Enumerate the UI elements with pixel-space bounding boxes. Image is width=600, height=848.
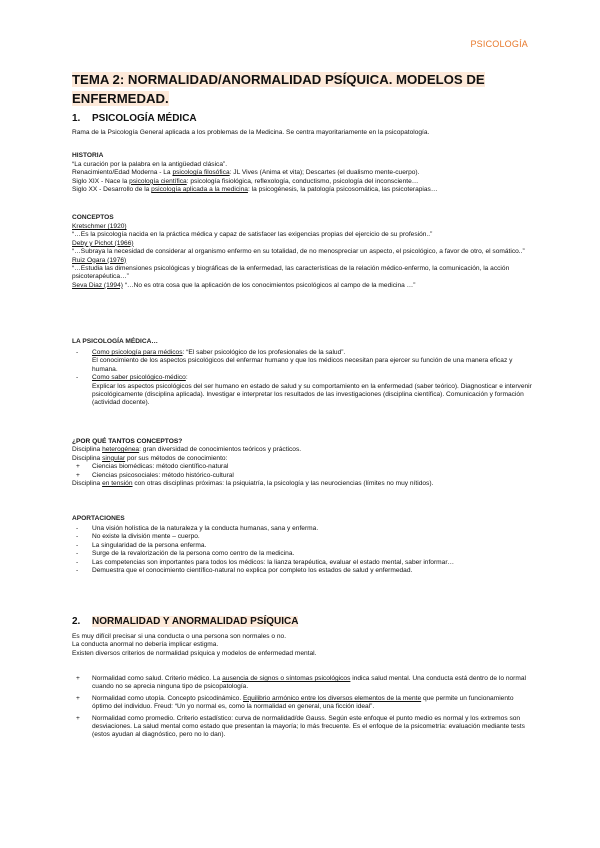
paragraph-line: Existen diversos criterios de normalidad psíquica y modelos de enfermedad mental. — [72, 649, 317, 657]
list-item: - Demuestra que el conocimiento científico-natural no explica por completo los estados de salud y enfermedad. — [76, 567, 413, 575]
subject-header: PSICOLOGÍA — [470, 39, 528, 49]
page-title — [72, 70, 512, 108]
section-intro: Rama de la Psicología General aplicada a los problemas de la Medicina. Se centra mayoritariamente en la psicopatología. — [72, 129, 430, 136]
porque-line: Disciplina heterogénea: gran diversidad de conocimientos teóricos y prácticos. — [72, 446, 302, 454]
paragraph-line: La conducta anormal no debería implicar estigma. — [72, 641, 219, 649]
list-item: - Surge de la revalorización de la persona como centro de la medicina. — [76, 550, 295, 558]
section-heading-1 — [72, 113, 197, 124]
list-item: + Normalidad como promedio. Criterio estadístico: curva de normalidad/de Gauss. Según este enfoque el punto medio es normal y los extremos son desviaciones. La salud mental como estado que presentan la mayoría; lo más frecuente. Es el enfoque de la psicometría: evaluación mediante tests (estos ayudan al diagnóstico, pero no lo dan). — [76, 714, 525, 739]
section-title: PSICOLOGÍA MÉDICA — [92, 113, 197, 124]
section-heading-2 — [72, 616, 298, 627]
list-item: - Las competencias son importantes para todos los médicos: la lianza terapéutica, evaluar el estado mental, saber informar… — [76, 558, 455, 566]
criterios-list — [72, 675, 532, 740]
aportaciones-heading: APORTACIONES — [72, 515, 125, 522]
s2-intro — [72, 633, 532, 658]
list-item: - Como saber psicológico-médico: Explicar los aspectos psicológicos del ser humano en estado de salud y su comportamiento en la enfermedad (saber teórico). Diagnosticar e intervenir psicológicamente (disciplina aplicada). Investigar e interpretar los resultados de las investigaciones (disciplina científica). Comunicación y formación (actividad docente). — [76, 374, 532, 407]
concept-author: Ruiz Ogara (1976) — [72, 256, 127, 264]
list-item: + Ciencias biomédicas: método científico-natural — [76, 463, 229, 471]
historia-line: Siglo XX - Desarrollo de la psicología aplicada a la medicina: la psicogénesis, la patología psicosomática, las psicoterapias… — [72, 186, 438, 194]
concept-quote: Seva Diaz (1994) “…No es otra cosa que la aplicación de los conocimientos psicológicos al campo de la medicina …” — [72, 281, 416, 289]
historia-line: “La curación por la palabra en la antigüedad clásica”. — [72, 161, 228, 168]
concept-quote: “…Estudia las dimensiones psicológicas y biográficas de la enfermedad, las características de la relación médico-enfermo, la comunicación, la acción psicoterapéutica…” — [72, 265, 510, 281]
list-item: - Como psicología para médicos: “El saber psicológico de los profesionales de la salud”. El conocimiento de los aspectos psicológicos del enfermar humano y que los médicos necesitan para ejercer su función de una manera eficaz y humana. — [76, 349, 513, 373]
concept-author: Deby y Pichot (1966) — [72, 239, 134, 247]
concept-quote: “…Es la psicología nacida en la práctica médica y capaz de satisfacer las exigencias propias del ejercicio de su profesión..” — [72, 231, 433, 239]
section-title: NORMALIDAD Y ANORMALIDAD PSÍQUICA — [92, 616, 299, 627]
psicmed-heading: LA PSICOLOGÍA MÉDICA… — [72, 338, 158, 345]
list-item: + Normalidad como utopía. Concepto psicodinámico. Equilibrio armónico entre los diversos elementos de la mente que permite un funcionamiento óptimo del individuo. Freud: “Un yo normal es, como la normalidad en general, una ficción ideal”. — [76, 694, 514, 711]
historia-heading: HISTORIA — [72, 152, 104, 159]
historia-block — [72, 161, 532, 195]
psicmed-list — [72, 349, 532, 408]
list-item: + Ciencias psicosociales: método histórico-cultural — [76, 471, 234, 479]
list-item: - Una visión holística de la naturaleza y la conducta humanas, sana y enferma. — [76, 525, 319, 532]
section-number: 2. — [72, 616, 81, 627]
porque-heading: ¿POR QUÉ TANTOS CONCEPTOS? — [72, 438, 183, 445]
conceptos-block — [72, 223, 532, 290]
historia-line: Siglo XIX - Nace la psicología científica: psicología fisiológica, reflexología, conductismo, psicología del inconsciente… — [72, 177, 419, 185]
list-item: - La singularidad de la persona enferma. — [76, 541, 207, 549]
porque-block — [72, 438, 532, 488]
list-item: - No existe la división mente – cuerpo. — [76, 533, 200, 541]
paragraph-line: Es muy difícil precisar si una conducta o una persona son normales o no. — [72, 633, 287, 640]
aportaciones-list — [72, 525, 532, 575]
title-text: TEMA 2: NORMALIDAD/ANORMALIDAD PSÍQUICA. MODELOS DE ENFERMEDAD. — [72, 72, 485, 106]
concept-author: Kretschmer (1920) — [72, 223, 127, 230]
section-number: 1. — [72, 113, 81, 124]
list-item: + Normalidad como salud. Criterio médico. La ausencia de signos o síntomas psicológicos indica salud mental. Una conducta está dentro de lo normal cuando no se aprecia ninguna tipo de psicopatología. — [76, 675, 526, 691]
historia-line: Renacimiento/Edad Moderna - La psicología filosófica: JL Vives (Anima et vita); Descartes (el dualismo mente-cuerpo). — [72, 169, 420, 177]
porque-line: Disciplina singular por sus métodos de conocimiento: — [72, 454, 228, 462]
porque-line: Disciplina en tensión con otras disciplinas próximas: la psiquiatría, la psicología y las neurociencias (límites no muy nítidos). — [72, 480, 434, 488]
concept-quote: “…Subraya la necesidad de considerar al organismo enfermo en su totalidad, de no menospreciar un aspecto, el psicológico, a favor de otro, el somático..” — [72, 248, 525, 256]
conceptos-heading: CONCEPTOS — [72, 214, 114, 221]
